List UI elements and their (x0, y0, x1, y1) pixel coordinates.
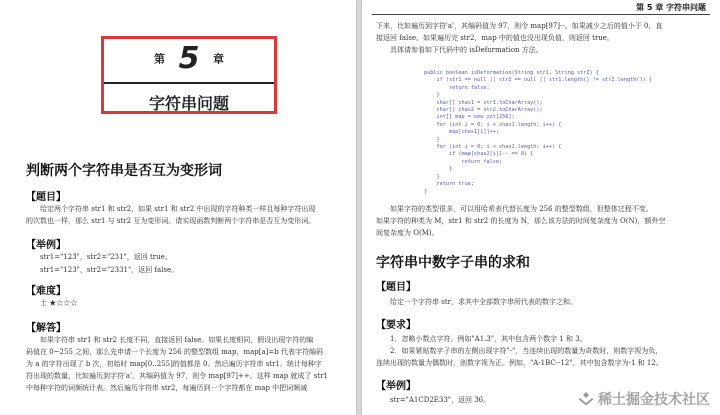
code-line: return false; (424, 84, 490, 91)
difficulty-rating: 士 ★☆☆☆ (40, 299, 78, 307)
difficulty-label: 【难度】 (26, 286, 66, 297)
requirement-line: 1．忽略小数点字符，例如"A1.3"，其中包含两个数字 1 和 3。 (390, 335, 587, 343)
topic-text (26, 203, 344, 227)
topic-text-2: 给定一个字符串 str，求其中全部数字串所代表的数字之和。 (390, 298, 577, 306)
requirements-label: 【要求】 (376, 320, 416, 331)
code-line: map[chas1[i]]++; (424, 129, 499, 136)
requirement-line: 2．如果紧贴数字子串的左侧出现字符"-"，当连续出现的数量为奇数时，则数字视为负， (390, 347, 663, 355)
right-page (362, 0, 720, 415)
code-line: return false; (424, 158, 503, 165)
topic-label-2: 【题目】 (376, 282, 416, 293)
requirement-line: 连续出现的数量为偶数时，则数字视为正。例如，"A-1BC--12"，其中包含数字为-1 和 12。 (376, 359, 663, 367)
code-line: } (424, 136, 440, 143)
intro-text (376, 20, 706, 56)
answer-label: 【解答】 (26, 323, 66, 334)
section-title: 判断两个字符串是否互为变形词 (26, 163, 222, 179)
header-rule (372, 14, 710, 15)
complexity-line: 如果字符的类型很多，可以用哈希表代替长度为 256 的整型数组，但整体过程不变。 (390, 205, 653, 213)
topic-line: 给定两个字符串 str1 和 str2，如果 str1 和 str2 中出现的字符种类一样且每种字符出现 (40, 205, 316, 213)
chapter-divider (104, 82, 274, 84)
example-text-2: str="A1CD2E33"，返回 36。 (390, 396, 491, 404)
example-label: 【举例】 (26, 240, 66, 251)
intro-line: 接返回 false。如果遍历完 str2，map 中的值也没出现负值，则返回 true。 (376, 34, 614, 42)
answer-line: 符出现的数量，比如遍历到字符'a'，其编码值为 97，则令 map[97]++。这样 map 就成了 str1 (26, 372, 328, 380)
code-line: if (map[chas2[i]]-- == 0) { (424, 151, 534, 158)
answer-line: 为 a 的字符出现了 b 次，初始时 map[0..255]的值都是 0。然后遍历字符串 str1，统计每种字 (26, 360, 322, 368)
code-line: for (int i = 0; i < chas1.length; i++) { (424, 121, 562, 128)
left-page (0, 0, 356, 415)
code-line: if (str1 == null || str2 == null || str1.length() != str2.length()) { (424, 77, 652, 84)
answer-line: 码值在 0~255 之间，那么先申请一个长度为 256 的整型数组 map，map[a]=b 代表字符编码 (26, 348, 323, 356)
example-line: str1="123"，str2="2331"，返回 false。 (40, 266, 179, 274)
juejin-logo-icon (578, 391, 594, 407)
example-line: str1="123"，str2="231"，返回 true。 (40, 253, 172, 261)
chapter-number-line (104, 41, 274, 76)
code-line: } (424, 173, 440, 180)
topic-label: 【题目】 (26, 192, 66, 203)
complexity-line: 如果字符的种类为 M，str1 和 str2 的长度为 N，那么该方法的时间复杂度为 O(N)，额外空 (376, 217, 666, 225)
intro-line: 下来，比如遍历到字符'a'，其编码值为 97，则令 map[97]--。如果减少之后的值小于 0，直 (376, 22, 663, 30)
answer-text (26, 334, 344, 394)
code-line: public boolean isDeformation(String str1, String str2) { (424, 70, 599, 76)
code-line: } (424, 188, 428, 195)
code-line: for (int i = 0; i < chas2.length; i++) { (424, 144, 562, 151)
chapter-number: 5 (178, 41, 200, 76)
code-line: char[] chas2 = str2.toCharArray(); (424, 107, 543, 114)
chapter-title: 字符串问题 (148, 94, 229, 113)
code-line: int[] map = new int[256]; (424, 114, 515, 121)
code-line: return true; (424, 181, 474, 188)
complexity-text (376, 203, 706, 239)
code-block (424, 70, 652, 196)
answer-line: 如果字符串 str1 和 str2 长度不同，直接返回 false。如果长度相同，假设出现字符的编 (40, 336, 314, 344)
running-header: 第 5 章 字符串问题 (636, 3, 706, 12)
code-line: } (424, 166, 453, 173)
watermark (578, 389, 710, 409)
watermark-text: 稀土掘金技术社区 (598, 392, 710, 408)
answer-line: 中每种字符的词频统计表。然后遍历字符串 str2，每遍历到一个字符都在 map 中把词频减 (26, 384, 308, 392)
intro-line: 具体请参看如下代码中的 isDeformation 方法。 (390, 46, 543, 54)
topic-line: 的次数也一样，那么 str1 与 str2 互为变形词。请实现函数判断两个字符串是否互为变形词。 (26, 217, 316, 225)
chapter-suffix: 章 (213, 52, 225, 66)
chapter-heading-box (101, 36, 277, 114)
code-line: char[] chas1 = str1.toCharArray(); (424, 99, 543, 106)
code-line: } (424, 92, 440, 99)
section-title-2: 字符串中数字子串的求和 (376, 255, 530, 271)
example-label-2: 【举例】 (376, 381, 416, 392)
complexity-line: 间复杂度为 O(M)。 (376, 229, 439, 237)
requirements-text (376, 333, 706, 369)
chapter-prefix: 第 (153, 52, 165, 66)
